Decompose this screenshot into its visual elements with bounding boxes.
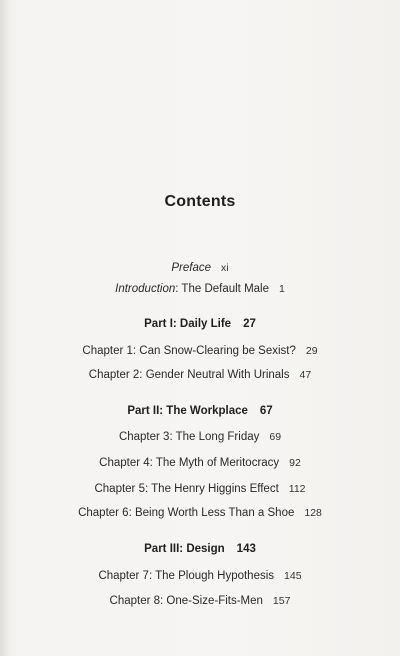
introduction-label-italic: Introduction (115, 283, 176, 295)
toc-chapter-4 (0, 457, 400, 469)
chapter-4-label: Chapter 4: The Myth of Meritocracy (99, 457, 280, 469)
toc-part-3 (0, 543, 400, 555)
toc-chapter-8 (0, 595, 400, 607)
part-2-page: 67 (259, 405, 273, 417)
chapter-3-label: Chapter 3: The Long Friday (118, 431, 260, 443)
part-1-page: 27 (243, 318, 256, 330)
chapter-3-page: 69 (269, 431, 282, 443)
chapter-6-page: 128 (304, 507, 322, 519)
preface-label: Preface (171, 262, 212, 274)
contents-title: Contents (164, 193, 236, 210)
chapter-7-page: 145 (284, 570, 302, 582)
chapter-6-label: Chapter 6: Being Worth Less Than a Shoe (78, 507, 295, 519)
part-2-title: Part II: The Workplace (127, 405, 248, 417)
toc-introduction (0, 283, 400, 295)
chapter-5-label: Chapter 5: The Henry Higgins Effect (94, 483, 279, 495)
chapter-1-page: 29 (305, 345, 318, 357)
toc-chapter-2 (0, 369, 400, 381)
introduction-page: 1 (279, 283, 285, 295)
chapter-2-page: 47 (299, 369, 312, 381)
part-3-page: 143 (236, 543, 256, 555)
chapter-4-page: 92 (289, 457, 301, 469)
part-1-title: Part I: Daily Life (144, 318, 232, 330)
toc-preface (0, 262, 400, 274)
toc-part-2 (0, 405, 400, 417)
preface-page: xi (221, 262, 229, 274)
chapter-8-label: Chapter 8: One-Size-Fits-Men (109, 595, 263, 607)
toc-chapter-5 (0, 483, 400, 495)
introduction-label-rest: : The Default Male (175, 283, 270, 295)
chapter-8-page: 157 (272, 595, 291, 607)
chapter-1-label: Chapter 1: Can Snow-Clearing be Sexist? (82, 345, 296, 357)
toc-part-1 (0, 318, 400, 330)
toc-chapter-6 (0, 507, 400, 519)
toc-chapter-7 (0, 570, 400, 582)
chapter-5-page: 112 (288, 483, 306, 495)
toc-chapter-1 (0, 345, 400, 357)
part-3-title: Part III: Design (144, 543, 225, 555)
chapter-7-label: Chapter 7: The Plough Hypothesis (98, 570, 275, 582)
chapter-2-label: Chapter 2: Gender Neutral With Urinals (88, 369, 290, 381)
toc-chapter-3 (0, 431, 400, 443)
